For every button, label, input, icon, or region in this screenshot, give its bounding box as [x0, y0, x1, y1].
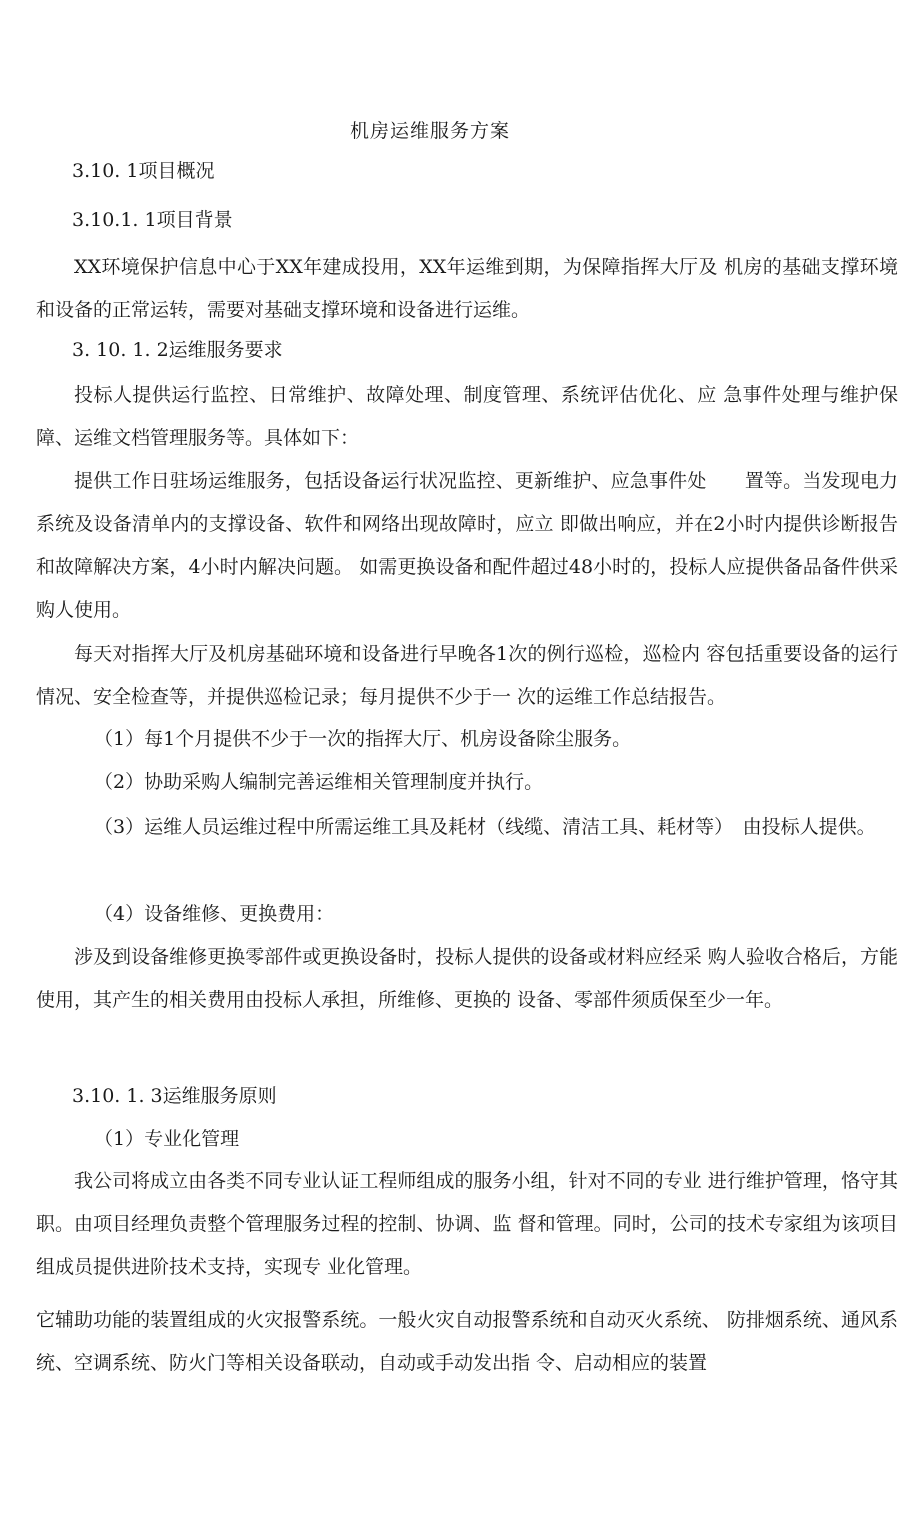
- paragraph-daily-inspection: 每天对指挥大厅及机房基础环境和设备进行早晚各1次的例行巡检，巡检内 容包括重要设备的运行情况、安全检查等，并提供巡检记录；每月提供不少于一 次的运维工作总结报告。: [36, 643, 898, 708]
- paragraph-professional-management: 我公司将成立由各类不同专业认证工程师组成的服务小组，针对不同的专业 进行维护管理，恪守其职。由项目经理负责整个管理服务过程的控制、协调、监 督和管理。同时，公司的技术专家组为该项目组成员提供进阶技术支持，实现专 业化管理。: [36, 1170, 898, 1278]
- paragraph-background: XX环境保护信息中心于XX年建成投用，XX年运维到期，为保障指挥大厅及 机房的基础支撑环境和设备的正常运转，需要对基础支撑环境和设备进行运维。: [36, 256, 898, 321]
- paragraph-onsite-service: 提供工作日驻场运维服务，包括设备运行状况监控、更新维护、应急事件处 置等。当发现电力系统及设备清单内的支撑设备、软件和网络出现故障时，应立 即做出响应，并在2小时内提供诊断报告和故障解决方案，4小时内解决问题。 如需更换设备和配件超过48小时的，投标人应提供备品备件供采购人使用。: [36, 470, 898, 621]
- list-item-dust-removal: （1）每1个月提供不少于一次的指挥大厅、机房设备除尘服务。: [94, 728, 632, 750]
- paragraph-fire-alarm-system: 它辅助功能的装置组成的火灾报警系统。一般火灾自动报警系统和自动灭火系统、 防排烟系统、通风系统、空调系统、防火门等相关设备联动，自动或手动发出指 令、启动相应的装置: [36, 1309, 898, 1374]
- list-item-management-rules: （2）协助采购人编制完善运维相关管理制度并执行。: [94, 771, 544, 793]
- paragraph-requirements-overview: 投标人提供运行监控、日常维护、故障处理、制度管理、系统评估优化、应 急事件处理与维护保障、运维文档管理服务等。具体如下：: [36, 384, 898, 449]
- section-heading-project-overview: 3.10. 1项目概况: [72, 160, 215, 182]
- list-item-professional-management: （1）专业化管理: [94, 1128, 240, 1150]
- section-heading-service-requirements: 3. 10. 1. 2运维服务要求: [72, 339, 283, 361]
- document-title: 机房运维服务方案: [349, 120, 510, 142]
- list-item-repair-costs: （4）设备维修、更换费用：: [94, 903, 335, 925]
- section-heading-service-principles: 3.10. 1. 3运维服务原则: [72, 1085, 277, 1107]
- paragraph-repair-terms: 涉及到设备维修更换零部件或更换设备时，投标人提供的设备或材料应经采 购人验收合格后，方能使用，其产生的相关费用由投标人承担，所维修、更换的 设备、零部件须质保至少一年。: [36, 946, 898, 1011]
- list-item-tools-consumables: （3）运维人员运维过程中所需运维工具及耗材（线缆、清洁工具、耗材等） 由投标人提供。: [94, 816, 876, 838]
- section-heading-project-background: 3.10.1. 1项目背景: [72, 209, 233, 231]
